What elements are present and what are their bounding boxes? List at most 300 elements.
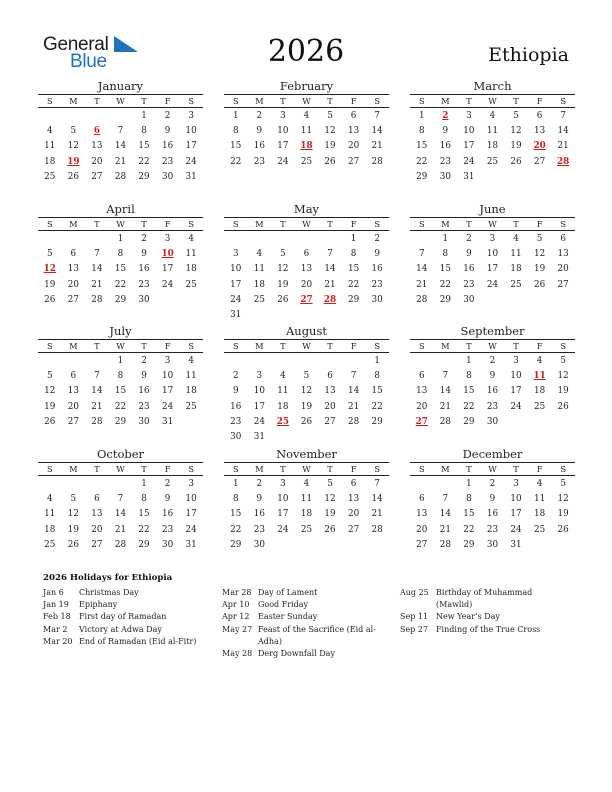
weekday-label: T xyxy=(141,464,147,474)
day-cell: 27 xyxy=(91,171,103,182)
week-row xyxy=(38,384,203,399)
weekday-label: S xyxy=(188,219,194,229)
weekday-label: M xyxy=(69,96,78,106)
day-cell: 7 xyxy=(94,248,100,259)
day-cell: 16 xyxy=(439,141,451,152)
day-cell: 5 xyxy=(46,248,53,259)
week-row xyxy=(410,368,575,383)
day-cell: 8 xyxy=(141,493,147,504)
month-may xyxy=(224,202,389,323)
week-row xyxy=(224,231,389,246)
weekday-label: M xyxy=(255,96,264,106)
month-name: August xyxy=(285,324,327,338)
day-cell: 2 xyxy=(164,110,171,121)
holiday-name: First day of Ramadan xyxy=(79,612,167,622)
day-cell: 22 xyxy=(371,401,383,412)
day-cell: 11 xyxy=(185,370,197,381)
day-cell: 23 xyxy=(371,279,383,290)
holiday-day-cell: 25 xyxy=(276,416,290,427)
weekday-header xyxy=(410,462,575,476)
holiday-list-item xyxy=(400,611,570,623)
weekday-label: S xyxy=(418,96,425,106)
weekday-label: S xyxy=(188,341,194,351)
day-cell: 18 xyxy=(44,524,56,535)
day-cell: 8 xyxy=(117,248,124,259)
day-cell: 19 xyxy=(277,279,289,290)
day-cell: 5 xyxy=(560,478,566,489)
day-cell: 19 xyxy=(557,509,569,520)
day-cell: 7 xyxy=(374,110,380,121)
day-cell: 5 xyxy=(560,355,566,366)
day-cell: 28 xyxy=(439,416,451,427)
day-cell: 1 xyxy=(232,478,239,489)
day-cell: 10 xyxy=(510,370,522,381)
day-cell: 13 xyxy=(67,264,79,275)
weekday-label: W xyxy=(302,219,311,229)
weekday-label: T xyxy=(513,96,519,106)
weekday-label: T xyxy=(280,96,286,106)
day-cell: 21 xyxy=(439,524,451,535)
day-cell: 13 xyxy=(533,125,546,136)
day-cell: 2 xyxy=(466,233,472,244)
day-cell: 29 xyxy=(114,416,127,427)
month-name: November xyxy=(276,447,337,461)
month-name: March xyxy=(473,79,512,93)
day-cell: 27 xyxy=(416,539,428,550)
day-cell: 24 xyxy=(486,279,499,290)
day-cell: 15 xyxy=(230,141,242,152)
day-cell: 14 xyxy=(371,493,383,504)
day-cell: 2 xyxy=(141,233,147,244)
weekday-label: T xyxy=(141,96,147,106)
day-cell: 27 xyxy=(67,294,79,305)
day-cell: 10 xyxy=(253,386,265,397)
weekday-label: T xyxy=(327,96,333,106)
day-cell: 21 xyxy=(91,401,103,412)
weekday-label: W xyxy=(116,96,125,106)
day-cell: 9 xyxy=(141,248,147,259)
day-cell: 6 xyxy=(350,478,357,489)
day-cell: 30 xyxy=(486,539,499,550)
weekday-label: M xyxy=(255,341,264,351)
day-cell: 23 xyxy=(463,279,475,290)
day-cell: 17 xyxy=(161,264,174,275)
day-cell: 25 xyxy=(185,279,197,290)
holiday-date: Apr 12 xyxy=(222,612,250,622)
day-cell: 8 xyxy=(418,125,425,136)
day-cell: 3 xyxy=(188,110,194,121)
holidays-column xyxy=(43,587,213,648)
weekday-label: W xyxy=(116,341,125,351)
day-cell: 16 xyxy=(253,509,265,520)
day-cell: 10 xyxy=(463,125,475,136)
month-april xyxy=(38,202,203,307)
weekday-label: S xyxy=(232,96,239,106)
day-cell: 15 xyxy=(230,509,242,520)
day-cell: 5 xyxy=(536,233,543,244)
day-cell: 24 xyxy=(185,524,197,535)
holiday-date: May 27 xyxy=(222,624,253,634)
day-cell: 1 xyxy=(141,110,147,121)
day-cell: 12 xyxy=(300,386,313,397)
day-cell: 26 xyxy=(67,171,79,182)
day-cell: 21 xyxy=(557,141,569,152)
week-row xyxy=(224,368,389,383)
week-row xyxy=(224,399,389,414)
day-cell: 30 xyxy=(371,294,383,305)
day-cell: 1 xyxy=(442,233,449,244)
holiday-day-cell: 6 xyxy=(93,125,100,136)
holiday-list-item xyxy=(43,611,213,623)
weekday-label: S xyxy=(560,219,566,229)
day-cell: 14 xyxy=(91,386,103,397)
day-cell: 3 xyxy=(232,248,239,259)
day-cell: 23 xyxy=(253,524,265,535)
day-cell: 16 xyxy=(463,264,475,275)
week-row xyxy=(410,507,575,522)
day-cell: 19 xyxy=(324,141,336,152)
week-row xyxy=(410,537,575,552)
day-cell: 7 xyxy=(442,370,449,381)
week-row xyxy=(224,139,389,154)
day-cell: 12 xyxy=(324,493,336,504)
month-february xyxy=(224,79,389,169)
day-cell: 2 xyxy=(256,110,263,121)
week-row xyxy=(224,262,389,277)
weekday-label: M xyxy=(255,219,264,229)
holidays-title: 2026 Holidays for Ethiopia xyxy=(43,573,173,583)
holiday-name: Finding of the True Cross xyxy=(436,624,541,634)
day-cell: 10 xyxy=(486,248,499,259)
day-cell: 10 xyxy=(185,125,197,136)
day-cell: 20 xyxy=(67,401,79,412)
holiday-list-item xyxy=(222,624,392,648)
holiday-day-cell: 27 xyxy=(415,416,428,427)
day-cell: 24 xyxy=(277,524,289,535)
day-cell: 1 xyxy=(117,355,124,366)
day-cell: 31 xyxy=(185,171,197,182)
day-cell: 29 xyxy=(114,294,127,305)
holiday-name: Epiphany xyxy=(79,600,118,610)
day-cell: 3 xyxy=(513,478,519,489)
week-row xyxy=(224,154,389,169)
day-cell: 12 xyxy=(557,370,569,381)
day-cell: 6 xyxy=(327,370,333,381)
day-cell: 28 xyxy=(347,416,360,427)
week-row xyxy=(38,368,203,383)
week-row xyxy=(38,277,203,292)
holiday-day-cell: 20 xyxy=(533,141,546,152)
day-cell: 22 xyxy=(114,401,127,412)
day-cell: 8 xyxy=(232,493,239,504)
weekday-label: W xyxy=(488,96,497,106)
weekday-label: S xyxy=(418,464,425,474)
day-cell: 23 xyxy=(486,401,499,412)
day-cell: 27 xyxy=(557,279,569,290)
day-cell: 23 xyxy=(161,524,174,535)
day-cell: 15 xyxy=(347,264,360,275)
day-cell: 19 xyxy=(533,264,546,275)
day-cell: 9 xyxy=(489,493,496,504)
week-row xyxy=(38,353,203,368)
weekday-label: F xyxy=(536,341,543,351)
day-cell: 15 xyxy=(439,264,451,275)
day-cell: 20 xyxy=(416,401,428,412)
day-cell: 9 xyxy=(489,370,496,381)
day-cell: 4 xyxy=(303,478,310,489)
logo-text-blue: Blue xyxy=(70,51,107,72)
day-cell: 17 xyxy=(185,509,197,520)
holiday-list-item xyxy=(400,624,570,636)
holiday-day-cell: 27 xyxy=(300,294,313,305)
calendar-year-title: 2026 xyxy=(267,34,345,69)
week-row xyxy=(38,414,203,429)
day-cell: 25 xyxy=(486,156,499,167)
day-cell: 21 xyxy=(347,401,360,412)
week-row xyxy=(410,277,575,292)
day-cell: 16 xyxy=(371,264,383,275)
day-cell: 30 xyxy=(463,294,475,305)
day-cell: 5 xyxy=(70,125,77,136)
day-cell: 30 xyxy=(138,294,150,305)
day-cell: 21 xyxy=(416,279,428,290)
weekday-label: T xyxy=(280,219,286,229)
day-cell: 7 xyxy=(94,370,100,381)
day-cell: 12 xyxy=(533,248,546,259)
holiday-list-item xyxy=(43,624,213,636)
day-cell: 17 xyxy=(510,509,522,520)
day-cell: 19 xyxy=(510,141,522,152)
week-row xyxy=(224,108,389,123)
day-cell: 18 xyxy=(277,401,289,412)
day-cell: 28 xyxy=(91,416,103,427)
day-cell: 6 xyxy=(536,110,543,121)
day-cell: 6 xyxy=(70,370,77,381)
month-name: October xyxy=(96,447,145,461)
day-cell: 7 xyxy=(442,493,449,504)
weekday-label: T xyxy=(513,219,519,229)
day-cell: 24 xyxy=(277,156,289,167)
holiday-day-cell: 10 xyxy=(161,248,174,259)
week-row xyxy=(224,491,389,506)
day-cell: 27 xyxy=(67,416,79,427)
day-cell: 20 xyxy=(300,279,313,290)
day-cell: 15 xyxy=(138,509,150,520)
day-cell: 11 xyxy=(510,248,522,259)
day-cell: 2 xyxy=(256,478,263,489)
holiday-date: Sep 27 xyxy=(400,624,429,634)
week-row xyxy=(224,476,389,491)
weekday-label: S xyxy=(560,96,566,106)
day-cell: 26 xyxy=(277,294,289,305)
day-cell: 17 xyxy=(230,279,242,290)
day-cell: 2 xyxy=(232,370,239,381)
week-row xyxy=(410,139,575,154)
weekday-label: T xyxy=(141,341,147,351)
weekday-label: T xyxy=(466,219,472,229)
week-row xyxy=(224,353,389,368)
day-cell: 21 xyxy=(324,279,336,290)
day-cell: 24 xyxy=(161,401,174,412)
day-cell: 21 xyxy=(371,141,383,152)
day-cell: 9 xyxy=(141,370,147,381)
day-cell: 6 xyxy=(418,370,425,381)
week-row xyxy=(410,353,575,368)
day-cell: 1 xyxy=(141,478,147,489)
holiday-list-item xyxy=(222,648,392,660)
day-cell: 5 xyxy=(46,370,53,381)
day-cell: 15 xyxy=(114,264,127,275)
day-cell: 12 xyxy=(67,509,79,520)
weekday-label: F xyxy=(164,219,171,229)
day-cell: 21 xyxy=(114,156,127,167)
day-cell: 27 xyxy=(324,416,336,427)
day-cell: 11 xyxy=(533,493,546,504)
day-cell: 13 xyxy=(91,141,103,152)
day-cell: 18 xyxy=(185,386,197,397)
month-march xyxy=(410,79,575,184)
day-cell: 3 xyxy=(164,355,171,366)
weekday-label: T xyxy=(466,96,472,106)
week-row xyxy=(224,522,389,537)
day-cell: 31 xyxy=(161,416,174,427)
weekday-label: S xyxy=(560,341,566,351)
day-cell: 18 xyxy=(253,279,265,290)
day-cell: 19 xyxy=(324,509,336,520)
day-cell: 4 xyxy=(280,370,286,381)
weekday-label: F xyxy=(164,341,171,351)
month-name: May xyxy=(293,202,320,216)
month-november xyxy=(224,447,389,552)
week-row xyxy=(224,537,389,552)
day-cell: 24 xyxy=(253,416,265,427)
day-cell: 13 xyxy=(347,493,360,504)
month-july xyxy=(38,324,203,429)
weekday-label: W xyxy=(302,341,311,351)
day-cell: 4 xyxy=(46,125,53,136)
holiday-name: Christmas Day xyxy=(79,588,139,597)
day-cell: 17 xyxy=(486,264,499,275)
day-cell: 29 xyxy=(416,171,428,182)
day-cell: 22 xyxy=(138,156,150,167)
holiday-day-cell: 28 xyxy=(557,156,570,167)
day-cell: 7 xyxy=(560,110,566,121)
week-row xyxy=(38,292,203,307)
day-cell: 21 xyxy=(114,524,127,535)
day-cell: 21 xyxy=(371,509,383,520)
day-cell: 12 xyxy=(44,386,56,397)
day-cell: 29 xyxy=(347,294,360,305)
day-cell: 11 xyxy=(277,386,289,397)
holiday-date: Mar 20 xyxy=(43,636,73,646)
holiday-day-cell: 2 xyxy=(442,110,449,121)
day-cell: 9 xyxy=(442,125,449,136)
day-cell: 8 xyxy=(141,125,147,136)
day-cell: 14 xyxy=(114,141,127,152)
weekday-label: W xyxy=(302,464,311,474)
weekday-label: M xyxy=(69,219,78,229)
week-row xyxy=(38,262,203,277)
day-cell: 10 xyxy=(510,493,522,504)
holiday-date: May 28 xyxy=(222,649,253,659)
day-cell: 10 xyxy=(277,125,289,136)
day-cell: 13 xyxy=(347,125,360,136)
day-cell: 17 xyxy=(277,509,289,520)
week-row xyxy=(224,123,389,138)
weekday-label: M xyxy=(441,96,450,106)
day-cell: 1 xyxy=(466,478,472,489)
holiday-list-item xyxy=(222,599,392,611)
holiday-date: Jan 19 xyxy=(43,600,69,610)
day-cell: 22 xyxy=(138,524,150,535)
day-cell: 20 xyxy=(347,141,360,152)
day-cell: 31 xyxy=(510,539,522,550)
day-cell: 7 xyxy=(350,370,357,381)
day-cell: 8 xyxy=(117,370,124,381)
day-cell: 9 xyxy=(232,386,239,397)
day-cell: 25 xyxy=(510,279,522,290)
day-cell: 6 xyxy=(94,493,100,504)
day-cell: 28 xyxy=(114,171,127,182)
day-cell: 18 xyxy=(300,509,313,520)
weekday-header xyxy=(410,217,575,231)
month-october xyxy=(38,447,203,552)
day-cell: 2 xyxy=(489,478,496,489)
week-row xyxy=(224,246,389,261)
day-cell: 14 xyxy=(324,264,336,275)
day-cell: 11 xyxy=(486,125,499,136)
day-cell: 20 xyxy=(91,524,103,535)
day-cell: 23 xyxy=(161,156,174,167)
weekday-label: S xyxy=(374,96,380,106)
week-row xyxy=(410,231,575,246)
day-cell: 14 xyxy=(439,509,451,520)
day-cell: 14 xyxy=(91,264,103,275)
weekday-header xyxy=(38,217,203,231)
holidays-column xyxy=(400,587,570,636)
week-row xyxy=(38,491,203,506)
day-cell: 2 xyxy=(374,233,380,244)
day-cell: 27 xyxy=(91,539,103,550)
weekday-label: T xyxy=(513,464,519,474)
day-cell: 28 xyxy=(371,156,383,167)
weekday-label: S xyxy=(232,219,239,229)
day-cell: 15 xyxy=(371,386,383,397)
holiday-day-cell: 28 xyxy=(323,294,337,305)
day-cell: 22 xyxy=(463,401,475,412)
day-cell: 15 xyxy=(114,386,127,397)
day-cell: 16 xyxy=(138,386,150,397)
weekday-label: T xyxy=(327,219,333,229)
logo-text-general: General xyxy=(43,34,109,55)
day-cell: 29 xyxy=(371,416,383,427)
day-cell: 1 xyxy=(232,110,239,121)
day-cell: 3 xyxy=(513,355,519,366)
day-cell: 3 xyxy=(466,110,472,121)
day-cell: 13 xyxy=(324,386,336,397)
holiday-name: Day of Lament xyxy=(258,588,318,597)
day-cell: 19 xyxy=(44,401,56,412)
day-cell: 19 xyxy=(67,524,79,535)
weekday-header xyxy=(410,94,575,108)
day-cell: 4 xyxy=(188,355,194,366)
day-cell: 4 xyxy=(536,355,543,366)
weekday-label: T xyxy=(141,219,147,229)
day-cell: 9 xyxy=(164,125,171,136)
holiday-day-cell: 11 xyxy=(533,370,546,381)
day-cell: 23 xyxy=(253,156,265,167)
weekday-header xyxy=(38,462,203,476)
